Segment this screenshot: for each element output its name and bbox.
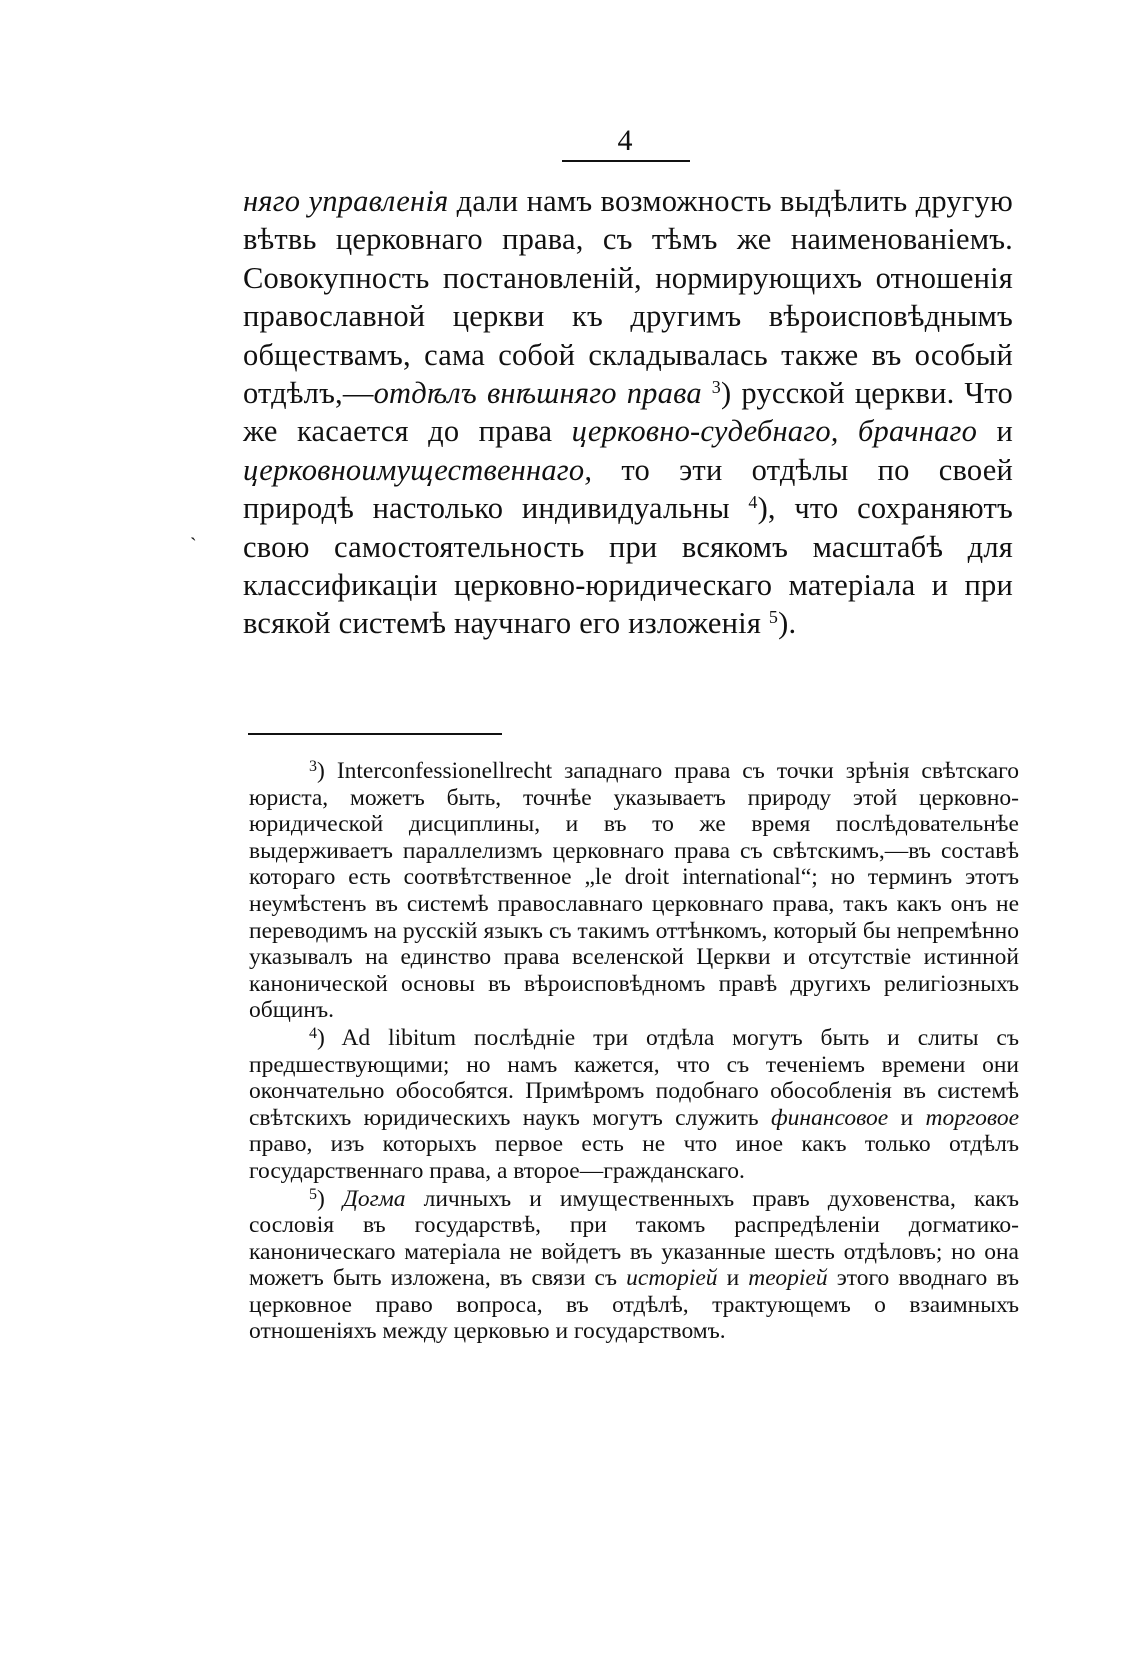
margin-mark: ˎ xyxy=(190,519,197,541)
footnote-text: и xyxy=(717,1265,749,1292)
footnote-text: личныхъ и имущественныхъ правъ духовенства, какъ сословія въ государствѣ, при такомъ распредѣленіи догматико-каноническаго матеріала не войдетъ въ указанные шесть отдѣловъ; но она можетъ быть изложена, въ связи съ xyxy=(249,1185,1020,1292)
footnote-text: ) Ad libitum послѣдніе три отдѣла могутъ быть и слиты съ предшествующими; но намъ кажется, что съ теченіемъ времени они окончательно обособятся. Примѣромъ подобнаго обособленія въ системѣ свѣтскихъ юридическихъ наукъ могутъ служить xyxy=(249,1024,1019,1131)
main-text-run-7: ). xyxy=(778,606,797,641)
footnote-text: этого вводнаго въ церковное право вопроса, въ отдѣлѣ, трактующемъ о взаимныхъ отношеніяхъ между церковью и государствомъ. xyxy=(249,1265,1019,1345)
footnote-italic: финансовое xyxy=(770,1104,889,1131)
page-number: 4 xyxy=(617,124,633,157)
footnote-italic: торговое xyxy=(925,1104,1020,1131)
footnote-marker: 5 xyxy=(309,1185,317,1203)
page-number-rule xyxy=(562,160,690,162)
main-text-run-2 xyxy=(702,376,712,410)
main-paragraph xyxy=(243,182,1013,643)
footnote-text: и xyxy=(888,1104,926,1131)
footnote-ref-3: 3 xyxy=(711,377,721,398)
italic-phrase-4: церковноимущественнаго, xyxy=(243,452,593,487)
footnote-marker: 4 xyxy=(309,1024,317,1042)
footnote-4 xyxy=(249,1025,1019,1185)
footnotes xyxy=(249,758,1019,1346)
footnote-ref-5: 5 xyxy=(768,607,779,628)
footnote-italic: теоріей xyxy=(748,1265,828,1292)
footnote-separator xyxy=(248,733,502,735)
footnote-text: ) xyxy=(317,1185,343,1212)
footnote-text: право, изъ которыхъ первое есть не что иное какъ только отдѣлъ государственнаго права, а второе—гражданскаго. xyxy=(249,1131,1019,1184)
italic-phrase-2: отдѣлъ внѣшняго права xyxy=(373,376,702,411)
main-text-run-1: дали намъ возможность выдѣлить другую вѣтвь церковнаго права, съ тѣмъ же наименованіемъ. Совокупность постановленій, нормирующихъ отношенія православной церкви къ другимъ вѣроисповѣднымъ обществамъ, сама собой складывалась также въ особый отдѣлъ,— xyxy=(243,184,1013,411)
footnote-3 xyxy=(249,758,1019,1024)
italic-phrase-1: няго управленія xyxy=(243,184,449,218)
italic-phrase-3: церковно-судебнаго, брачнаго xyxy=(571,414,978,449)
footnote-italic: Догма xyxy=(342,1185,406,1212)
footnote-marker: 3 xyxy=(309,758,317,775)
main-text-run-5: то эти отдѣлы по своей природѣ настолько индивидуальны xyxy=(243,452,1013,526)
main-text-run-6: ), что сохраняютъ свою самостоятельность при всякомъ масштабѣ для классификаціи церковно-юридическаго матеріала и при всякой системѣ научнаго его изложенія xyxy=(243,491,1013,641)
footnote-5 xyxy=(249,1186,1019,1346)
footnote-italic: исторіей xyxy=(626,1265,718,1292)
footnote-text: ) Interconfessionellrecht западнаго права съ точки зрѣнія свѣтскаго юриста, можетъ быть, точнѣе указываетъ природу этой церковно-юридической дисциплины, и въ то же время послѣдовательнѣе выдерживаетъ параллелизмъ церковнаго права съ свѣтскимъ,—въ составѣ котораго есть соотвѣтственное „le droit international“; но терминъ этотъ неумѣстенъ въ системѣ православнаго церковнаго права, такъ какъ онъ не переводимъ на русскій языкъ съ такимъ оттѣнкомъ, который бы непремѣнно указывалъ на единство права вселенской Церкви и отсутствіе истинной канонической основы въ вѣроисповѣдномъ правѣ другихъ религіозныхъ общинъ. xyxy=(249,758,1019,1024)
main-text-run-4: и xyxy=(977,414,1013,449)
main-text-run-3: ) русской церкви. Что же касается до права xyxy=(243,376,1014,449)
footnote-ref-4: 4 xyxy=(748,492,758,513)
